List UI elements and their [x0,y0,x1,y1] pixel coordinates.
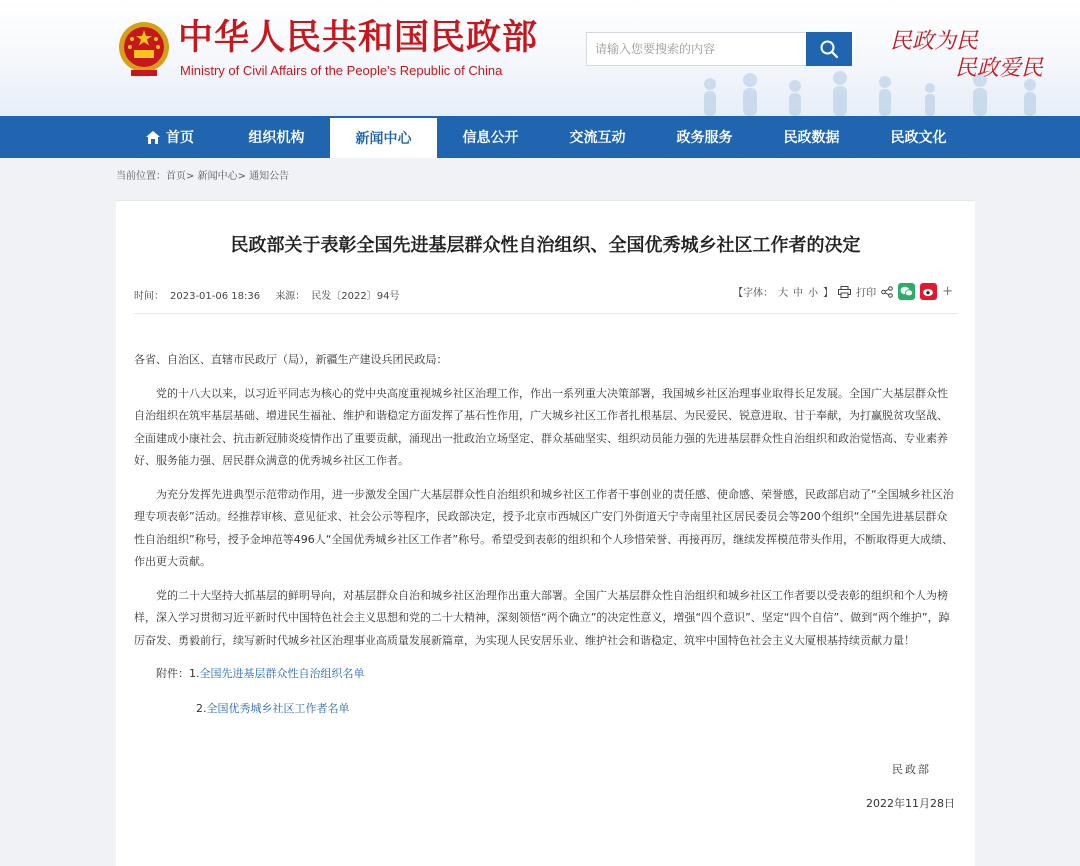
font-large-button[interactable]: 大 [778,288,789,299]
more-share-button[interactable]: + [942,284,953,299]
site-header [0,0,1080,116]
article-panel [116,200,975,866]
time-label: 时间： [134,291,164,302]
breadcrumb-separator: > [237,171,246,182]
main-nav [0,116,1080,158]
nav-item-label: 民政数据 [783,130,840,146]
attachment-number: 2. [196,701,207,715]
nav-item-label: 信息公开 [462,130,519,146]
nav-item-data[interactable] [758,116,865,158]
slogan-line-2: 民政爱民 [955,56,1044,81]
national-emblem-logo [117,20,171,78]
breadcrumb-news[interactable]: 新闻中心 [197,171,238,182]
paragraph: 为充分发挥先进典型示范带动作用，进一步激发全国广大基层群众性自治组织和城乡社区工作者干事创业的责任感、使命感、荣誉感，民政部启动了“全国城乡社区治理专项表彰”活动。经推荐审核、意见征求、社会公示等程序，民政部决定，授予北京市西城区广安门外街道天宁寺南里社区居民委员会等200个组织“全国先进基层群众性自治组织”称号，授予金坤范等496人“全国优秀城乡社区工作者”称号。希望受到表彰的组织和个人珍惜荣誉、再接再厉，继续发挥模范带头作用，不断取得更大成绩、作出更大贡献。 [134,487,954,568]
breadcrumb-notices[interactable]: 通知公告 [249,171,290,182]
breadcrumb-prefix: 当前位置： [116,171,166,182]
site-subtitle: Ministry of Civil Affairs of the People's Republic of China [180,63,503,78]
nav-item-label: 新闻中心 [355,131,412,147]
home-icon [145,130,161,145]
search-button[interactable] [806,32,852,66]
article-title: 民政部关于表彰全国先进基层群众性自治组织、全国优秀城乡社区工作者的决定 [230,235,861,256]
breadcrumb-separator: > [186,171,195,182]
search-input[interactable] [586,32,806,66]
salutation: 各省、自治区、直辖市民政厅（局），新疆生产建设兵团民政局： [134,353,448,366]
font-small-button[interactable]: 小 [808,288,819,299]
attachment-label: 附件： [156,667,189,680]
article-meta [134,287,412,302]
weibo-share-icon[interactable] [920,283,937,300]
nav-item-services[interactable] [651,116,758,158]
paragraph: 党的十八大以来，以习近平同志为核心的党中央高度重视城乡社区治理工作，作出一系列重大决策部署，我国城乡社区治理事业取得长足发展。全国广大基层群众性自治组织在筑牢基层基础、增进民生福祉、维护和谐稳定方面发挥了基石性作用，广大城乡社区工作者扎根基层、为民爱民、锐意进取、甘于奉献，为打赢脱贫攻坚战、全面建成小康社会、抗击新冠肺炎疫情作出了重要贡献，涌现出一批政治立场坚定、群众基础坚实、组织动员能力强的先进基层群众性自治组织和政治觉悟高、专业素养好、服务能力强、居民群众满意的优秀城乡社区工作者。 [134,386,948,467]
breadcrumb-home[interactable]: 首页 [166,171,186,182]
site-title: 中华人民共和国民政部 [178,17,539,58]
signature-date: 2022年11月28日 [866,797,955,810]
attachment-1 [134,663,956,686]
meta-divider [134,313,957,314]
print-button[interactable]: 打印 [856,288,877,299]
wechat-share-icon[interactable] [898,283,915,300]
breadcrumb [116,167,289,182]
font-medium-button[interactable]: 中 [793,288,804,299]
source-label: 来源： [275,291,306,302]
nav-item-label: 首页 [166,130,194,146]
share-icon[interactable] [881,286,893,298]
attachment-link-workers[interactable]: 全国优秀城乡社区工作者名单 [206,701,350,715]
publish-time: 2023-01-06 18:36 [170,291,261,302]
nav-item-interaction[interactable] [544,116,651,158]
search-icon [819,39,839,59]
nav-item-label: 交流互动 [569,130,626,146]
nav-item-label: 组织机构 [248,130,305,146]
font-size-label: 【字体： [733,288,774,299]
nav-item-culture[interactable] [865,116,972,158]
nav-item-info-disclosure[interactable] [437,116,544,158]
article-body [134,349,956,720]
printer-icon[interactable] [838,286,851,298]
attachment-2 [134,698,956,721]
article-tools [733,283,953,300]
attachment-number: 1. [189,667,200,680]
attachment-link-organizations[interactable]: 全国先进基层群众性自治组织名单 [199,667,365,680]
paragraph: 党的二十大坚持大抓基层的鲜明导向，对基层群众自治和城乡社区治理作出重大部署。全国广大基层群众性自治组织和城乡社区工作者要以受表彰的组织和个人为榜样，深入学习贯彻习近平新时代中国特色社会主义思想和党的二十大精神，深刻领悟“两个确立”的决定性意义，增强“四个意识”、坚定“四个自信”、做到“两个维护”，踔厉奋发、勇毅前行，续写新时代城乡社区治理事业高质量发展新篇章，为实现人民安居乐业、维护社会和谐稳定、筑牢中国特色社会主义大厦根基持续贡献力量！ [134,588,950,647]
nav-item-label: 民政文化 [890,130,947,146]
signature: 民政部 [892,763,931,776]
source-value: 民发〔2022〕94号 [311,291,400,302]
nav-item-label: 政务服务 [676,130,733,146]
font-size-bracket-end: 】 [823,288,834,299]
slogan-line-1: 民政为民 [890,29,979,54]
nav-item-news[interactable] [330,118,437,158]
nav-item-home[interactable] [116,116,223,158]
nav-item-organization[interactable] [223,116,330,158]
